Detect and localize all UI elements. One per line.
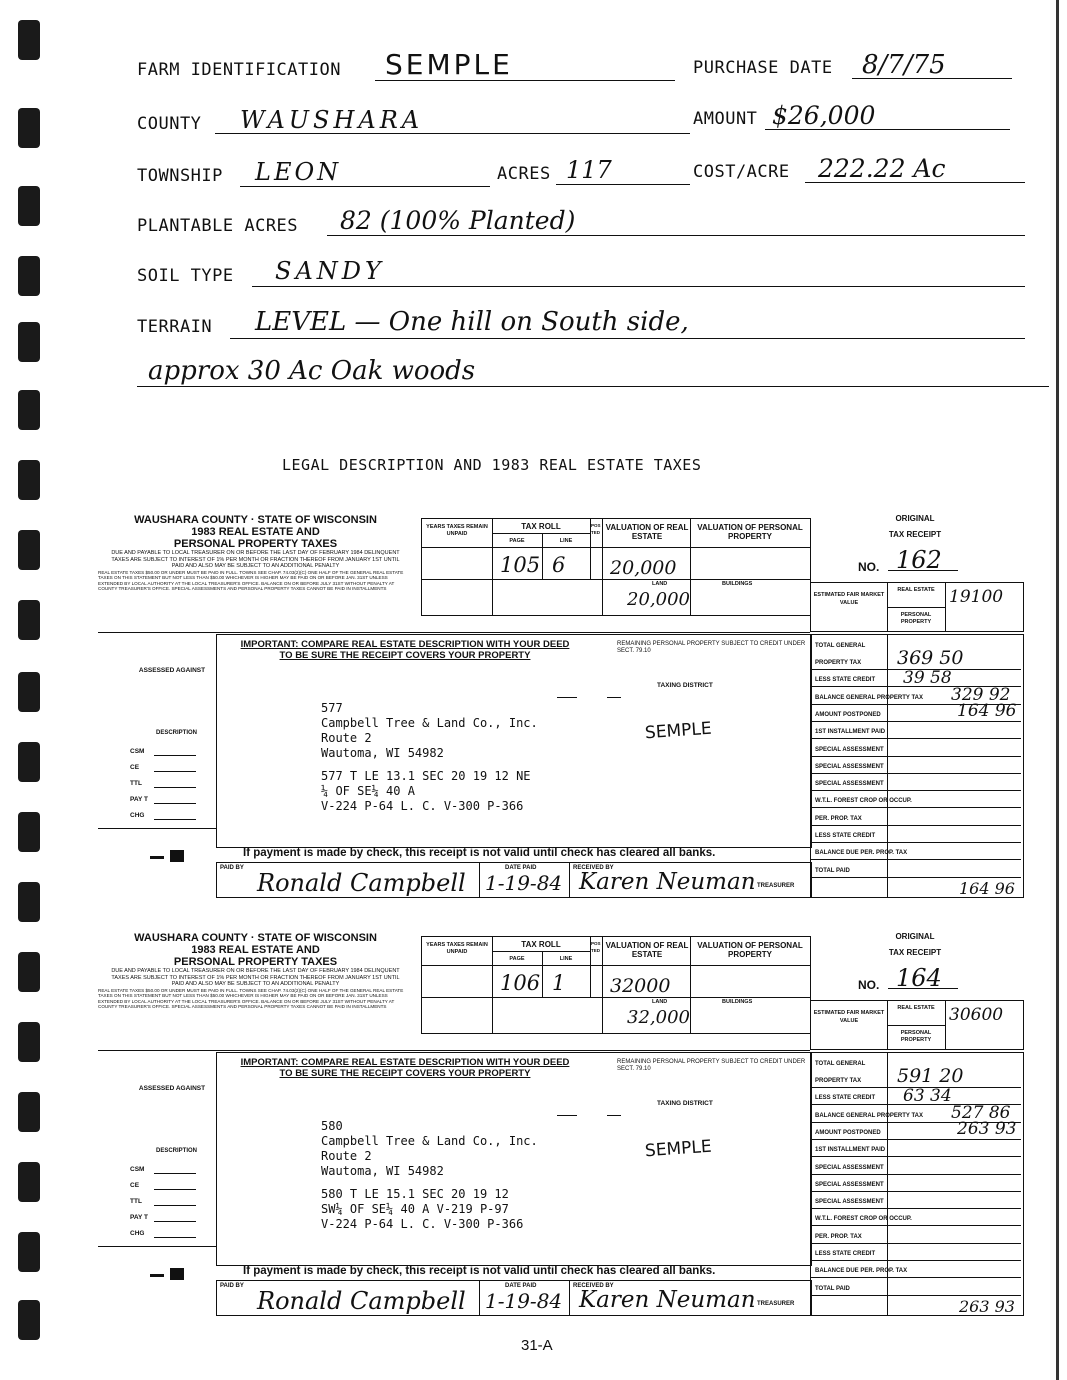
page-number: 31-A [521, 1337, 553, 1354]
cost-acre-label: COST/ACRE [693, 162, 790, 182]
fair-market-box [810, 1000, 1024, 1050]
paid-by-label: PAID BY [220, 1283, 244, 1289]
posted-label: POSTED [591, 523, 601, 535]
page-edge [1056, 0, 1059, 1380]
semple-stamp: SEMPLE [644, 1136, 713, 1162]
tax-row-label: SPECIAL ASSESSMENT [815, 1164, 884, 1171]
binder-hole [18, 1232, 40, 1272]
tax-row-label: LESS STATE CREDIT [815, 1095, 876, 1102]
plantable-acres-value: 82 (100% Planted) [340, 206, 576, 235]
received-by-signature: Karen Neuman [579, 1287, 756, 1313]
chg-label: CHG [130, 812, 145, 819]
address-line: 580 [321, 1119, 343, 1133]
less-state-credit: 39 58 [903, 668, 952, 688]
land-label: LAND [652, 581, 668, 587]
tax-roll-label: TAX ROLL [521, 940, 561, 949]
payt-label: PAY T [130, 796, 148, 803]
county-state-title: WAUSHARA COUNTY · STATE OF WISCONSIN [134, 932, 377, 944]
check-note: If payment is made by check, this receipt is not valid until check has cleared all banks. [243, 847, 716, 859]
payment-row [216, 1280, 812, 1316]
terrain-value-line2: approx 30 Ac Oak woods [148, 356, 476, 386]
chg-label: CHG [130, 1230, 145, 1237]
real-estate-label: REAL ESTATE [897, 587, 935, 593]
buildings-label: BUILDINGS [722, 581, 753, 587]
county-value: WAUSHARA [240, 106, 424, 134]
legal-line: 580 T LE 15.1 SEC 20 19 12 [321, 1187, 509, 1201]
tax-row-label: PER. PROP. TAX [815, 1233, 862, 1240]
address-line: Campbell Tree & Land Co., Inc. [321, 1134, 538, 1148]
address-line: Route 2 [321, 731, 372, 745]
township-value: LEON [255, 158, 342, 186]
tax-roll-page: 106 [500, 971, 541, 995]
acres-value: 117 [566, 156, 612, 184]
csm-label: CSM [130, 748, 145, 755]
amount-label: AMOUNT [693, 109, 758, 129]
address-line: 577 [321, 701, 343, 715]
description-label: DESCRIPTION [156, 730, 198, 736]
ce-label: CE [130, 1182, 140, 1189]
binder-hole [18, 1162, 40, 1202]
remaining-personal-label: REMAINING PERSONAL PROPERTY SUBJECT TO CREDIT UNDER SECT. 79.10 [617, 641, 806, 654]
binder-hole [18, 530, 40, 570]
personal-taxes-title: PERSONAL PROPERTY TAXES [173, 538, 338, 550]
personal-taxes-title: PERSONAL PROPERTY TAXES [173, 956, 338, 968]
personal-property-label: PERSONAL PROPERTY [900, 612, 932, 625]
binder-hole [18, 1022, 40, 1062]
binder-hole [18, 672, 40, 712]
valuation-grid [421, 518, 811, 616]
valuation-personal-label: VALUATION OF PERSONAL PROPERTY [697, 523, 803, 541]
tax-row-label: TOTAL GENERAL [815, 1061, 866, 1067]
logo-mark [150, 1274, 164, 1277]
legal-line: V-224 P-64 L. C. V-300 P-366 [321, 799, 524, 813]
tax-row-label: W.T.L. FOREST CROP OR OCCUP. [815, 798, 912, 805]
receipt-number: 164 [896, 964, 942, 992]
county-label: COUNTY [137, 114, 202, 134]
tax-row-label: BALANCE DUE PER. PROP. TAX [815, 850, 908, 857]
binder-hole [18, 742, 40, 782]
binder-hole [18, 108, 40, 148]
important-line2: TO BE SURE THE RECEIPT COVERS YOUR PROPERTY [279, 1068, 531, 1079]
date-paid-value: 1-19-84 [485, 871, 563, 895]
amount-postponed: 164 96 [957, 701, 1017, 721]
assessed-against-label: ASSESSED AGAINST [138, 1085, 206, 1092]
logo-mark [150, 856, 164, 859]
tax-roll-label: TAX ROLL [521, 522, 561, 531]
tax-receipt-label: TAX RECEIPT [888, 948, 942, 957]
cost-acre-value: 222.22 Ac [818, 154, 946, 183]
important-notice [225, 1057, 585, 1079]
important-line1: IMPORTANT: COMPARE REAL ESTATE DESCRIPTION WITH YOUR DEED [240, 1057, 570, 1068]
important-line2: TO BE SURE THE RECEIPT COVERS YOUR PROPERTY [279, 650, 531, 661]
due-text: DUE AND PAYABLE TO LOCAL TREASURER ON OR BEFORE THE LAST DAY OF FEBRUARY 1984 DELINQUENT TAXES ARE SUBJECT TO INTEREST OF 1% PER MONTH OR FRACTION THEREOF FROM JANUARY 1ST UNTIL PAID AND ALSO MAY BE SUBJECT TO AN ADDITIONAL PENALTY [111, 550, 400, 569]
tax-row-label: SPECIAL ASSESSMENT [815, 1181, 884, 1188]
tax-amount-column [810, 1052, 1024, 1316]
purchase-date-label: PURCHASE DATE [693, 58, 833, 78]
address-line: Wautoma, WI 54982 [321, 1164, 444, 1178]
legal-line: V-224 P-64 L. C. V-300 P-366 [321, 1217, 524, 1231]
received-by-label: RECEIVED BY [573, 1283, 614, 1289]
tax-row-label: PROPERTY TAX [815, 660, 862, 666]
binder-hole [18, 460, 40, 500]
owner-address [321, 701, 538, 814]
csm-label: CSM [130, 1166, 145, 1173]
legal-line: 577 T LE 13.1 SEC 20 19 12 NE [321, 769, 531, 783]
date-paid-value: 1-19-84 [485, 1289, 563, 1313]
total-general-tax: 591 20 [897, 1065, 964, 1087]
tax-amount-column [810, 634, 1024, 898]
date-paid-label: DATE PAID [505, 865, 537, 871]
original-label: ORIGINAL [895, 932, 935, 941]
tax-row-label: TOTAL GENERAL [815, 643, 866, 649]
check-note: If payment is made by check, this receipt is not valid until check has cleared all banks. [243, 1265, 716, 1277]
treasurer-label: TREASURER [757, 883, 795, 889]
binder-hole [18, 20, 40, 60]
binder-hole [18, 1300, 40, 1340]
tax-row-label: AMOUNT POSTPONED [815, 1129, 881, 1136]
acres-label: ACRES [497, 164, 551, 184]
plantable-acres-label: PLANTABLE ACRES [137, 216, 299, 236]
treasurer-label: TREASURER [757, 1301, 795, 1307]
purchase-date-value: 8/7/75 [862, 50, 946, 80]
tax-row-label: SPECIAL ASSESSMENT [815, 746, 884, 753]
receipt-header [98, 932, 413, 1010]
page-col-label: PAGE [509, 956, 525, 962]
ttl-label: TTL [130, 1198, 142, 1205]
line-col-label: LINE [559, 956, 573, 962]
binder-holes [0, 0, 60, 1380]
tax-roll-line: 6 [552, 553, 566, 577]
farm-identification-label: FARM IDENTIFICATION [137, 60, 341, 80]
county-state-title: WAUSHARA COUNTY · STATE OF WISCONSIN [134, 514, 377, 526]
tax-row-label: W.T.L. FOREST CROP OR OCCUP. [815, 1216, 912, 1223]
tax-row-label: BALANCE GENERAL PROPERTY TAX [815, 694, 924, 701]
legal-line: ¼ OF SE¼ 40 A [321, 784, 415, 798]
tax-row-label: TOTAL PAID [815, 867, 850, 874]
due-text: DUE AND PAYABLE TO LOCAL TREASURER ON OR BEFORE THE LAST DAY OF FEBRUARY 1984 DELINQUENT TAXES ARE SUBJECT TO INTEREST OF 1% PER MONTH OR FRACTION THEREOF FROM JANUARY 1ST UNTIL PAID AND ALSO MAY BE SUBJECT TO AN ADDITIONAL PENALTY [111, 968, 400, 987]
years-taxes-label: YEARS TAXES REMAIN UNPAID [426, 942, 488, 955]
tax-row-label: LESS STATE CREDIT [815, 677, 876, 684]
binder-hole [18, 952, 40, 992]
paid-by-label: PAID BY [220, 865, 244, 871]
tax-receipt [98, 928, 1028, 1328]
received-by-signature: Karen Neuman [579, 869, 756, 895]
important-line1: IMPORTANT: COMPARE REAL ESTATE DESCRIPTION WITH YOUR DEED [240, 639, 570, 650]
logo-box [170, 1268, 184, 1280]
assessed-against-label: ASSESSED AGAINST [138, 667, 206, 674]
years-taxes-label: YEARS TAXES REMAIN UNPAID [426, 524, 488, 537]
taxing-district-label: TAXING DISTRICT [657, 682, 713, 689]
tax-row-label: PROPERTY TAX [815, 1078, 862, 1084]
description-label: DESCRIPTION [156, 1148, 198, 1154]
owner-address [321, 1119, 538, 1232]
amount-value: $26,000 [772, 101, 876, 130]
receipt-no-label: NO. [858, 978, 880, 992]
land-label: LAND [652, 999, 668, 1005]
terrain-label: TERRAIN [137, 317, 213, 337]
fine-print: REAL ESTATE TAXES $50.00 OR UNDER MUST BE PAID IN FULL. TOWNS SEE CHAP. 74.03(2)(C) ONE HALF OF THE GENERAL REAL ESTATE TAXES ON THIS STATEMENT BUT NOT LESS THAN $50.00 WHICHEVER IS HIGHER MAY BE PAID ON OR BEFORE JAN. 31ST UNLESS EXTENDED BY LOCAL AUTHORITY AT THE LOCAL TREASURER'S OFFICE. BALANCE ON OR BEFORE JULY 31ST WITHOUT PENALTY AT COUNTY TREASURER'S OFFICE. SPECIAL ASSESSMENTS AND PERSONAL PROPERTY TAXES CANNOT BE PAID IN INSTALLMENTS [98, 987, 404, 1010]
address-line: Route 2 [321, 1149, 372, 1163]
personal-property-label: PERSONAL PROPERTY [900, 1030, 932, 1043]
posted-label: POSTED [591, 941, 601, 953]
amount-postponed: 263 93 [957, 1119, 1017, 1139]
terrain-value-line1: LEVEL — One hill on South side, [255, 307, 689, 337]
taxes-year-title: 1983 REAL ESTATE AND [191, 944, 320, 956]
payt-label: PAY T [130, 1214, 148, 1221]
original-label: ORIGINAL [895, 514, 935, 523]
ce-label: CE [130, 764, 140, 771]
legal-line: SW¼ OF SE¼ 40 A V-219 P-97 [321, 1202, 509, 1216]
binder-hole [18, 812, 40, 852]
tax-row-label: 1ST INSTALLMENT PAID [815, 1147, 886, 1154]
land-value: 20,000 [627, 589, 690, 610]
binder-hole [18, 256, 40, 296]
buildings-label: BUILDINGS [722, 999, 753, 1005]
less-state-credit: 63 34 [903, 1086, 952, 1106]
tax-row-label: BALANCE GENERAL PROPERTY TAX [815, 1112, 924, 1119]
tax-row-label: PER. PROP. TAX [815, 815, 862, 822]
tax-receipt-label: TAX RECEIPT [888, 530, 942, 539]
ttl-label: TTL [130, 780, 142, 787]
tax-roll-page: 105 [500, 553, 541, 577]
valuation-real-value: 32000 [610, 975, 671, 997]
valuation-real-label: VALUATION OF REAL ESTATE [605, 523, 689, 541]
fair-market-real-value: 19100 [949, 587, 1004, 607]
tax-row-label: AMOUNT POSTPONED [815, 711, 881, 718]
valuation-real-label: VALUATION OF REAL ESTATE [605, 941, 689, 959]
real-estate-label: REAL ESTATE [897, 1005, 935, 1011]
taxes-year-title: 1983 REAL ESTATE AND [191, 526, 320, 538]
binder-hole [18, 390, 40, 430]
tax-row-label: SPECIAL ASSESSMENT [815, 1199, 884, 1206]
receipt-no-label: NO. [858, 560, 880, 574]
paid-by-signature: Ronald Campbell [257, 1287, 466, 1315]
land-value: 32,000 [627, 1007, 690, 1028]
receipt-number: 162 [896, 546, 942, 574]
tax-roll-line: 1 [552, 971, 566, 995]
fair-market-real-value: 30600 [949, 1005, 1004, 1025]
tax-row-label: SPECIAL ASSESSMENT [815, 763, 884, 770]
page-col-label: PAGE [509, 538, 525, 544]
valuation-personal-label: VALUATION OF PERSONAL PROPERTY [697, 941, 803, 959]
valuation-real-value: 20,000 [610, 557, 677, 579]
binder-hole [18, 1092, 40, 1132]
tax-row-label: LESS STATE CREDIT [815, 833, 876, 839]
tax-row-label: SPECIAL ASSESSMENT [815, 781, 884, 788]
binder-hole [18, 186, 40, 226]
received-by-label: RECEIVED BY [573, 865, 614, 871]
address-line: Wautoma, WI 54982 [321, 746, 444, 760]
tax-row-label: 1ST INSTALLMENT PAID [815, 729, 886, 736]
tax-row-label: BALANCE DUE PER. PROP. TAX [815, 1268, 908, 1275]
soil-type-label: SOIL TYPE [137, 266, 234, 286]
description-box [216, 634, 812, 848]
valuation-grid [421, 936, 811, 1034]
description-box [216, 1052, 812, 1266]
soil-type-value: SANDY [275, 257, 385, 285]
taxing-district-label: TAXING DISTRICT [657, 1100, 713, 1107]
tax-receipt [98, 510, 1028, 910]
township-label: TOWNSHIP [137, 166, 223, 186]
balance-general-tax: 527 86 [951, 1103, 1011, 1123]
estimated-label: ESTIMATED FAIR MARKET VALUE [813, 592, 885, 606]
semple-stamp: SEMPLE [644, 718, 713, 744]
binder-hole [18, 322, 40, 362]
binder-hole [18, 600, 40, 640]
total-paid-value: 263 93 [959, 1297, 1015, 1316]
section-title: LEGAL DESCRIPTION AND 1983 REAL ESTATE TAXES [282, 456, 702, 474]
paid-by-signature: Ronald Campbell [257, 869, 466, 897]
date-paid-label: DATE PAID [505, 1283, 537, 1289]
payment-row [216, 862, 812, 898]
fair-market-box [810, 582, 1024, 632]
farm-identification-value: SEMPLE [385, 48, 513, 81]
tax-row-label: TOTAL PAID [815, 1285, 850, 1292]
important-notice [225, 639, 585, 661]
balance-general-tax: 329 92 [951, 685, 1011, 705]
address-line: Campbell Tree & Land Co., Inc. [321, 716, 538, 730]
total-paid-value: 164 96 [959, 879, 1015, 898]
total-general-tax: 369 50 [897, 647, 964, 669]
estimated-label: ESTIMATED FAIR MARKET VALUE [813, 1010, 885, 1024]
tax-row-label: LESS STATE CREDIT [815, 1251, 876, 1257]
fine-print: REAL ESTATE TAXES $50.00 OR UNDER MUST BE PAID IN FULL. TOWNS SEE CHAP. 74.03(2)(C) ONE HALF OF THE GENERAL REAL ESTATE TAXES ON THIS STATEMENT BUT NOT LESS THAN $50.00 WHICHEVER IS HIGHER MAY BE PAID ON OR BEFORE JAN. 31ST UNLESS EXTENDED BY LOCAL AUTHORITY AT THE LOCAL TREASURER'S OFFICE. BALANCE ON OR BEFORE JULY 31ST WITHOUT PENALTY AT COUNTY TREASURER'S OFFICE. SPECIAL ASSESSMENTS AND PERSONAL PROPERTY TAXES CANNOT BE PAID IN INSTALLMENTS [98, 569, 404, 592]
binder-hole [18, 882, 40, 922]
line-col-label: LINE [559, 538, 573, 544]
remaining-personal-label: REMAINING PERSONAL PROPERTY SUBJECT TO CREDIT UNDER SECT. 79.10 [617, 1059, 806, 1072]
receipt-header [98, 514, 413, 592]
logo-box [170, 850, 184, 862]
